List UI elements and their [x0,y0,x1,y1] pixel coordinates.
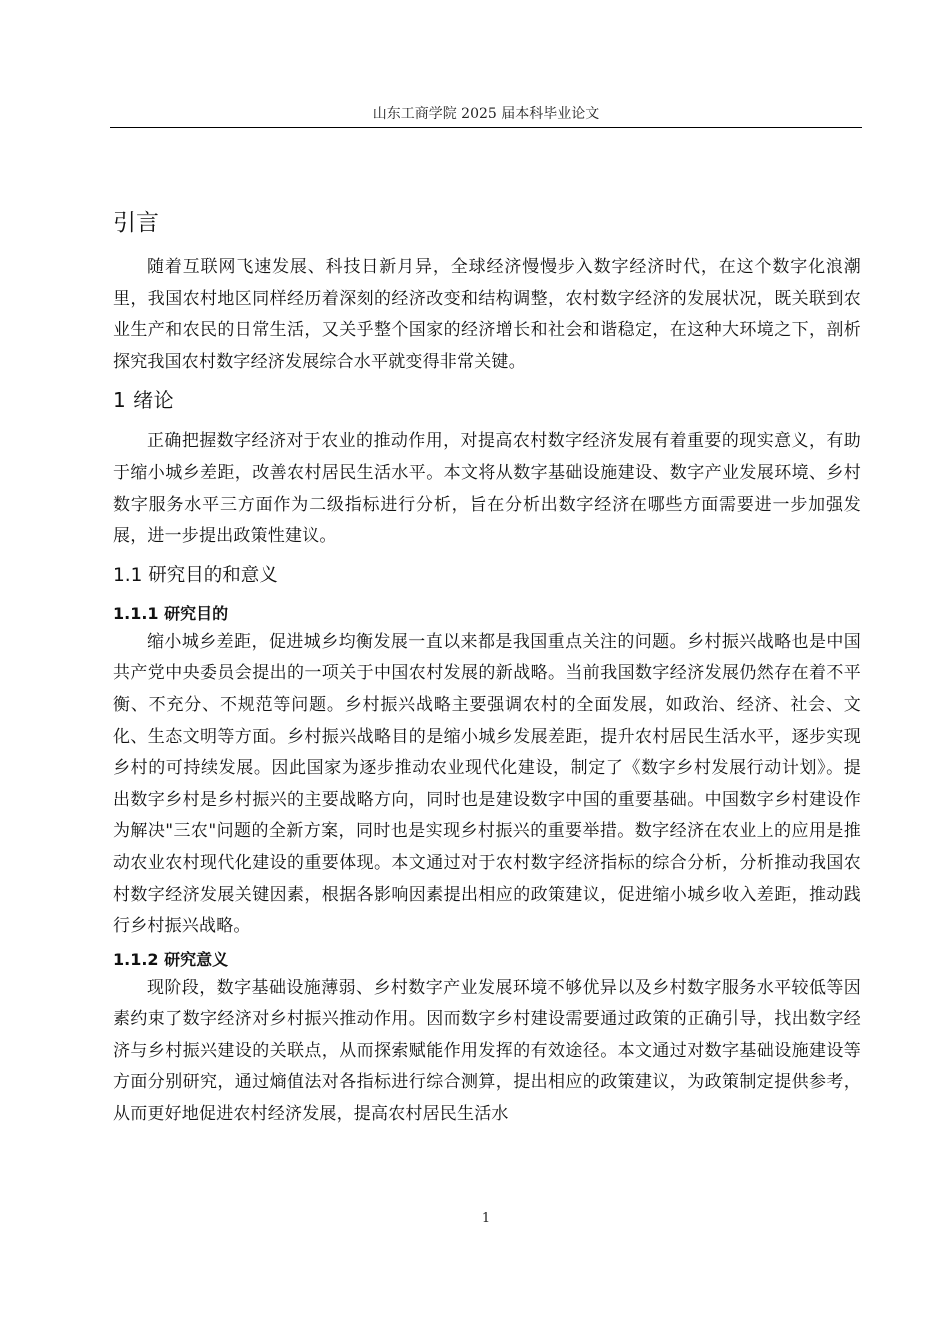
heading-intro: 引言 [113,210,159,236]
page-body [113,200,861,1131]
heading-section-1-1-2: 1.1.2 研究意义 [113,949,229,969]
paragraph-intro: 随着互联网飞速发展、科技日新月异，全球经济慢慢步入数字经济时代，在这个数字化浪潮里，我国农村地区同样经历着深刻的经济改变和结构调整，农村数字经济的发展状况，既关联到农业生产和农民的日常生活，又关乎整个国家的经济增长和社会和谐稳定，在这种大环境之下，剖析探究我国农村数字经济发展综合水平就变得非常关键。 [113,257,861,372]
paragraph-chapter-1: 正确把握数字经济对于农业的推动作用，对提高农村数字经济发展有着重要的现实意义，有助于缩小城乡差距，改善农村居民生活水平。本文将从数字基础设施建设、数字产业发展环境、乡村数字服务水平三方面作为二级指标进行分析，旨在分析出数字经济在哪些方面需要进一步加强发展，进一步提出政策性建议。 [113,431,861,547]
page-number: 1 [481,1211,491,1226]
heading-section-1-1-1: 1.1.1 研究目的 [113,603,229,623]
paragraph-section-1-1-2: 现阶段，数字基础设施薄弱、乡村数字产业发展环境不够优异以及乡村数字服务水平较低等因素约束了数字经济对乡村振兴推动作用。因而数字乡村建设需要通过政策的正确引导，找出数字经济与乡村振兴建设的关联点，从而探索赋能作用发挥的有效途径。本文通过对数字基础设施建设等方面分别研究，通过熵值法对各指标进行综合测算，提出相应的政策建议，为政策制定提供参考，从而更好地促进农村经济发展，提高农村居民生活水 [113,977,861,1125]
header-rule [110,127,862,128]
heading-section-1-1: 1.1 研究目的和意义 [113,564,278,586]
paragraph-section-1-1-1: 缩小城乡差距，促进城乡均衡发展一直以来都是我国重点关注的问题。乡村振兴战略也是中国共产党中央委员会提出的一项关于中国农村发展的新战略。当前我国数字经济发展仍然存在着不平衡、不充分、不规范等问题。乡村振兴战略主要强调农村的全面发展，如政治、经济、社会、文化、生态文明等方面。乡村振兴战略目的是缩小城乡发展差距，提升农村居民生活水平，逐步实现乡村的可持续发展。因此国家为逐步推动农业现代化建设，制定了《数字乡村发展行动计划》。提出数字乡村是乡村振兴的主要战略方向，同时也是建设数字中国的重要基础。中国数字乡村建设作为解决"三农"问题的全新方案，同时也是实现乡村振兴的重要举措。数字经济在农业上的应用是推动农业农村现代化建设的重要体现。本文通过对于农村数字经济指标的综合分析，分析推动我国农村数字经济发展关键因素，根据各影响因素提出相应的政策建议，促进缩小城乡收入差距，推动践行乡村振兴战略。 [113,631,861,937]
running-header: 山东工商学院 2025 届本科毕业论文 [372,106,600,122]
heading-chapter-1: 1 绪论 [113,388,175,413]
